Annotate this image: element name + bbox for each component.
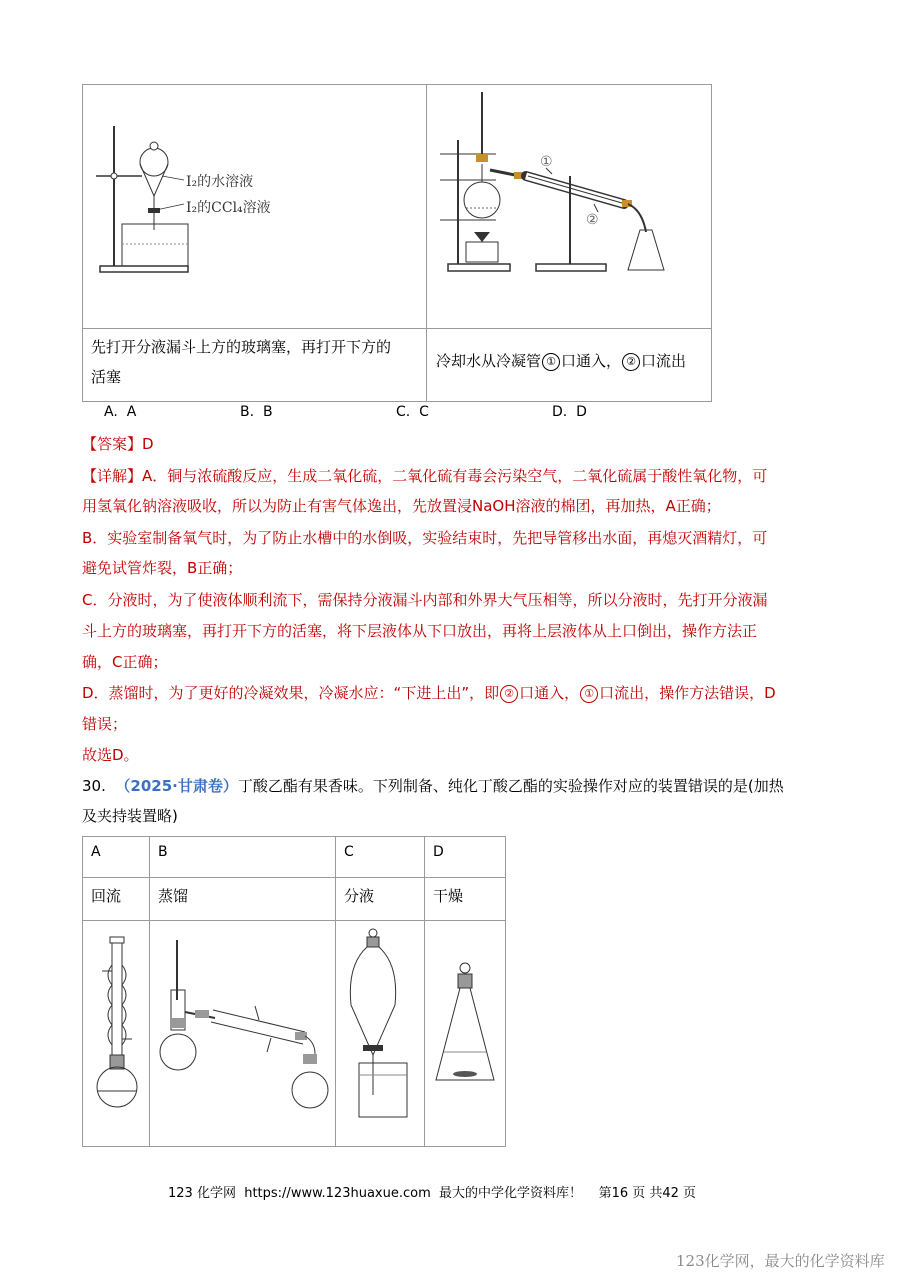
explanation-line-7: 确，C正确； (82, 653, 168, 671)
header-d: D (433, 844, 444, 860)
answer-line: 【答案】D (82, 435, 154, 453)
explanation-line-5: C．分液时，为了使液体顺利流下，需保持分液漏斗内部和外界大气压相等，所以分液时，先打开分液漏 (82, 591, 768, 609)
explanation-conclusion: 故选D。 (82, 746, 139, 764)
footer-url[interactable]: https://www.123huaxue.com (244, 1186, 431, 1201)
left-caption-line1: 先打开分液漏斗上方的玻璃塞，再打开下方的 (91, 338, 392, 356)
option-b: B. B (240, 404, 273, 420)
question-number: 30. (82, 777, 106, 795)
option-c: C. C (396, 404, 429, 420)
operation-b: 蒸馏 (158, 887, 189, 905)
left-caption-line2: 活塞 (91, 368, 122, 386)
operation-d: 干燥 (433, 887, 464, 905)
right-caption (436, 350, 686, 371)
question-text-1: 丁酸乙酯有果香味。下列制备、纯化丁酸乙酯的实验操作对应的装置错误的是(加热 (237, 777, 784, 795)
right-caption-circled-1: ① (542, 353, 560, 371)
watermark: 123化学网，最大的化学资料库 (676, 1252, 885, 1270)
drying-flask-diagram (430, 960, 500, 1090)
right-caption-mid: 口通入， (561, 352, 622, 370)
right-caption-circled-2: ② (622, 353, 640, 371)
header-b: B (158, 844, 168, 860)
operation-a: 回流 (91, 887, 122, 905)
label-aqueous-iodine: I₂的水溶液 (186, 174, 254, 190)
port-2-label: ② (586, 212, 599, 228)
footer-page-number: 第16 页 共42 页 (598, 1186, 697, 1201)
question-line-1 (82, 776, 784, 796)
explanation-line-d2: 错误； (82, 715, 128, 733)
question-source: （2025·甘肃卷） (115, 777, 238, 795)
explanation-line-3: B．实验室制备氧气时，为了防止水槽中的水倒吸，实验结束时，先把导管移出水面，再熄灭酒精灯，可 (82, 529, 768, 547)
distillation-apparatus-diagram (436, 92, 706, 282)
distillation-diagram (155, 940, 330, 1120)
option-a: A. A (104, 404, 137, 420)
port-1-label: ① (540, 154, 553, 170)
explanation-line-2: 用氢氧化钠溶液吸收，所以为防止有害气体逸出，先放置浸NaOH溶液的棉团，再加热，A正确； (82, 497, 721, 515)
header-c: C (344, 844, 354, 860)
explanation-line-6: 斗上方的玻璃塞，再打开下方的活塞，将下层液体从下口放出，再将上层液体从上口倒出，操作方法正 (82, 622, 758, 640)
explanation-line-d: D．蒸馏时，为了更好的冷凝效果，冷凝水应：“下进上出”，即 ② 口通入， ① 口流出，操作方法错误，D (82, 684, 776, 702)
question-line-2: 及夹持装置略) (82, 807, 178, 825)
separatory-funnel-diagram (92, 118, 292, 283)
separation-diagram (343, 925, 418, 1125)
header-a: A (91, 844, 101, 860)
header-cell-b (149, 836, 336, 878)
operation-c: 分液 (344, 887, 375, 905)
footer (168, 1182, 696, 1201)
footer-site: 123 化学网 (168, 1186, 236, 1201)
option-d: D. D (552, 404, 587, 420)
explanation-line-1: 【详解】A．铜与浓硫酸反应，生成二氧化硫，二氧化硫有毒会污染空气，二氧化硫属于酸性氧化物，可 (82, 467, 768, 485)
left-caption (91, 332, 421, 392)
footer-slogan: 最大的中学化学资料库！ (439, 1186, 583, 1201)
right-caption-suffix: 口流出 (641, 352, 687, 370)
right-caption-prefix: 冷却水从冷凝管 (436, 352, 542, 370)
reflux-apparatus-diagram (92, 935, 142, 1120)
explanation-line-4: 避免试管炸裂，B正确； (82, 559, 243, 577)
label-ccl4-iodine: I₂的CCl₄溶液 (186, 200, 271, 216)
